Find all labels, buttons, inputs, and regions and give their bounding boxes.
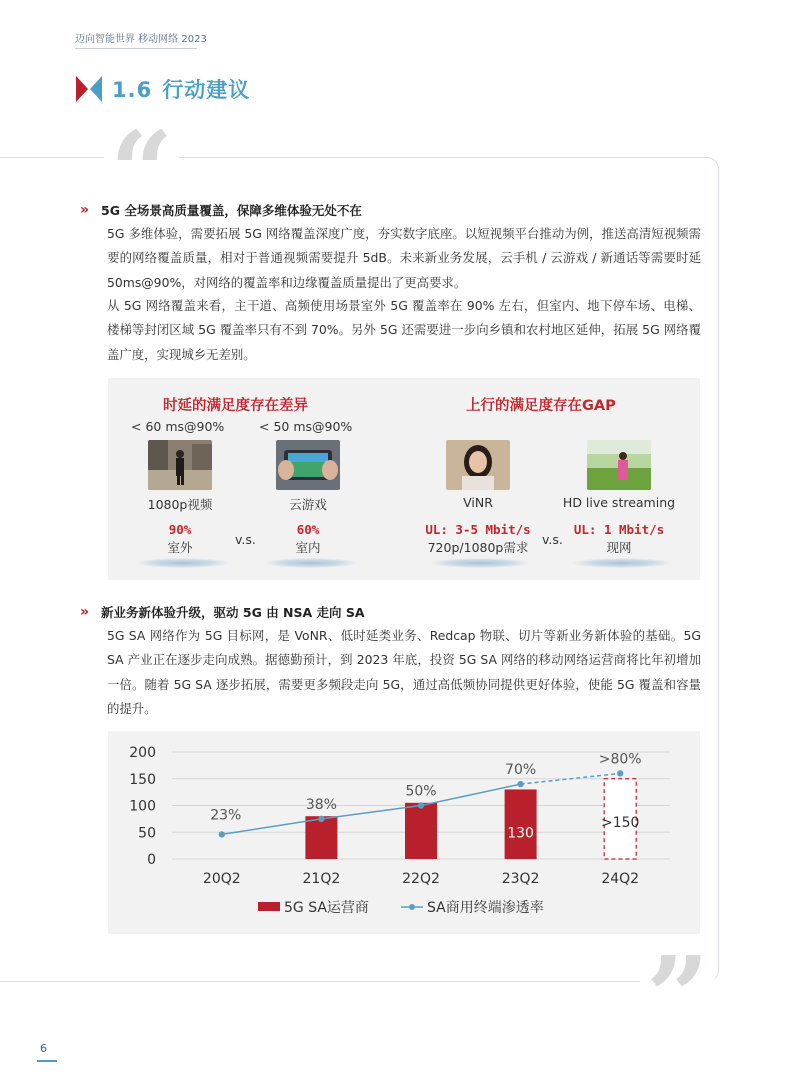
y-tick-label: 100	[129, 798, 156, 815]
line-point	[617, 770, 623, 776]
bar-data-label: 130	[507, 825, 534, 842]
value-ul-current: UL: 1 Mbit/s	[573, 522, 665, 537]
line-data-label: 70%	[505, 762, 537, 779]
x-tick-label: 22Q2	[402, 871, 440, 887]
experience-gap-figure	[108, 378, 700, 580]
x-tick-label: 24Q2	[601, 871, 640, 887]
sub-outdoor: 室外	[167, 540, 193, 555]
x-tick-label: 20Q2	[202, 871, 241, 887]
legend-bar-swatch	[258, 902, 280, 911]
label-vinr: ViNR	[463, 495, 493, 510]
sa-chart-panel	[108, 731, 700, 934]
vs-label-right: v.s.	[542, 532, 563, 547]
open-quote-icon: “	[104, 117, 179, 227]
y-tick-label: 0	[147, 852, 156, 868]
bar	[305, 816, 337, 859]
line-point	[219, 831, 225, 837]
line-point	[418, 802, 424, 808]
block2-paragraph-1: 5G SA 网络作为 5G 目标网，是 VoNR、低时延类业务、Redcap 物联、切片等新业务新体验的基础。5G SA 产业正在逐步走向成熟。据德勤预计，到 2023 年底，投资 5G SA 网络的移动网络运营商将比年初增加一倍。随着 5G SA 逐步拓展，需要更多频段走向 5G，通过高低频协同提供更好体验，使能 5G 覆盖和容量的提升。	[107, 628, 701, 716]
pedestal-shadow	[264, 558, 358, 568]
requirement-cloud-gaming: < 50 ms@90%	[259, 419, 353, 434]
section-bowtie-icon	[76, 76, 102, 102]
uplink-gap-title: 上行的满足度存在GAP	[466, 398, 616, 414]
video-street-photo	[148, 440, 212, 490]
legend-line-marker	[409, 904, 415, 910]
line-data-label: 38%	[305, 796, 337, 813]
block1-paragraph-1: 5G 多维体验，需要拓展 5G 网络覆盖深度广度，夯实数字底座。以短视频平台推动为例，推送高清短视频需要的网络覆盖质量，相对于普通视频需要提升 5dB。未来新业务发展，云手机 / 云游戏 / 新通话等需要时延 50ms@90%，对网络的覆盖率和边缘覆盖质量提出了更高要求。	[107, 226, 701, 290]
pedestal-shadow	[430, 558, 530, 568]
line-data-label: 23%	[210, 807, 242, 824]
section-title	[76, 74, 250, 104]
bar-data-label: >150	[600, 814, 640, 831]
sa-chart	[108, 731, 700, 934]
page-number-underline	[37, 1060, 57, 1062]
value-indoor: 60%	[296, 522, 320, 537]
block2-heading	[80, 603, 365, 621]
sub-requirement: 720p/1080p需求	[427, 540, 529, 555]
value-outdoor: 90%	[168, 522, 192, 537]
series-line	[222, 784, 521, 834]
section-heading: 行动建议	[162, 78, 251, 102]
bar	[405, 803, 437, 859]
sub-indoor: 室内	[295, 540, 321, 555]
line-point	[318, 816, 324, 822]
label-1080p-video: 1080p视频	[147, 497, 213, 512]
cloud-gaming-photo	[276, 440, 340, 490]
legend-bar-label: 5G SA运营商	[284, 900, 369, 916]
block1-paragraph-2: 从 5G 网络覆盖来看，主干道、高频使用场景室外 5G 覆盖率在 90% 左右，但室内、地下停车场、电梯、楼梯等封闭区域 5G 覆盖率只有不到 70%。另外 5G 还需要进一步向乡镇和农村地区延伸，拓展 5G 网络覆盖广度，实现城乡无差别。	[107, 298, 701, 362]
vs-label-left: v.s.	[235, 532, 256, 547]
label-hd-live-streaming: HD live streaming	[562, 495, 676, 510]
requirement-video: < 60 ms@90%	[131, 419, 225, 434]
y-tick-label: 50	[138, 825, 156, 842]
header-divider	[75, 48, 197, 49]
x-tick-label: 21Q2	[302, 871, 341, 887]
x-tick-label: 23Q2	[501, 871, 540, 887]
chevron-right-icon: »	[80, 604, 90, 620]
live-streaming-photo	[587, 440, 651, 490]
section-number: 1.6	[112, 78, 153, 102]
running-header: 迈向智能世界 移动网络 2023	[75, 34, 207, 45]
pedestal-shadow	[136, 558, 230, 568]
bar	[505, 789, 537, 859]
line-point	[517, 781, 523, 787]
vinr-person-photo	[446, 440, 510, 490]
legend-line-label: SA商用终端渗透率	[427, 900, 544, 916]
latency-gap-title: 时延的满足度存在差异	[163, 398, 308, 414]
block1-heading	[80, 201, 362, 219]
block1-heading-text: 5G 全场景高质量覆盖，保障多维体验无处不在	[101, 203, 362, 218]
close-quote-icon: ”	[640, 942, 715, 1012]
sub-current-network: 现网	[606, 540, 632, 555]
y-tick-label: 200	[129, 745, 156, 761]
label-cloud-gaming: 云游戏	[289, 497, 327, 512]
line-data-label: >80%	[598, 751, 642, 768]
page-number: 6	[40, 1042, 47, 1055]
block2-heading-text: 新业务新体验升级，驱动 5G 由 NSA 走向 SA	[101, 605, 365, 620]
line-data-label: 50%	[405, 783, 437, 800]
value-ul-required: UL: 3-5 Mbit/s	[425, 522, 531, 537]
chevron-right-icon: »	[80, 202, 90, 218]
pedestal-shadow	[572, 558, 672, 568]
y-tick-label: 150	[129, 771, 156, 788]
